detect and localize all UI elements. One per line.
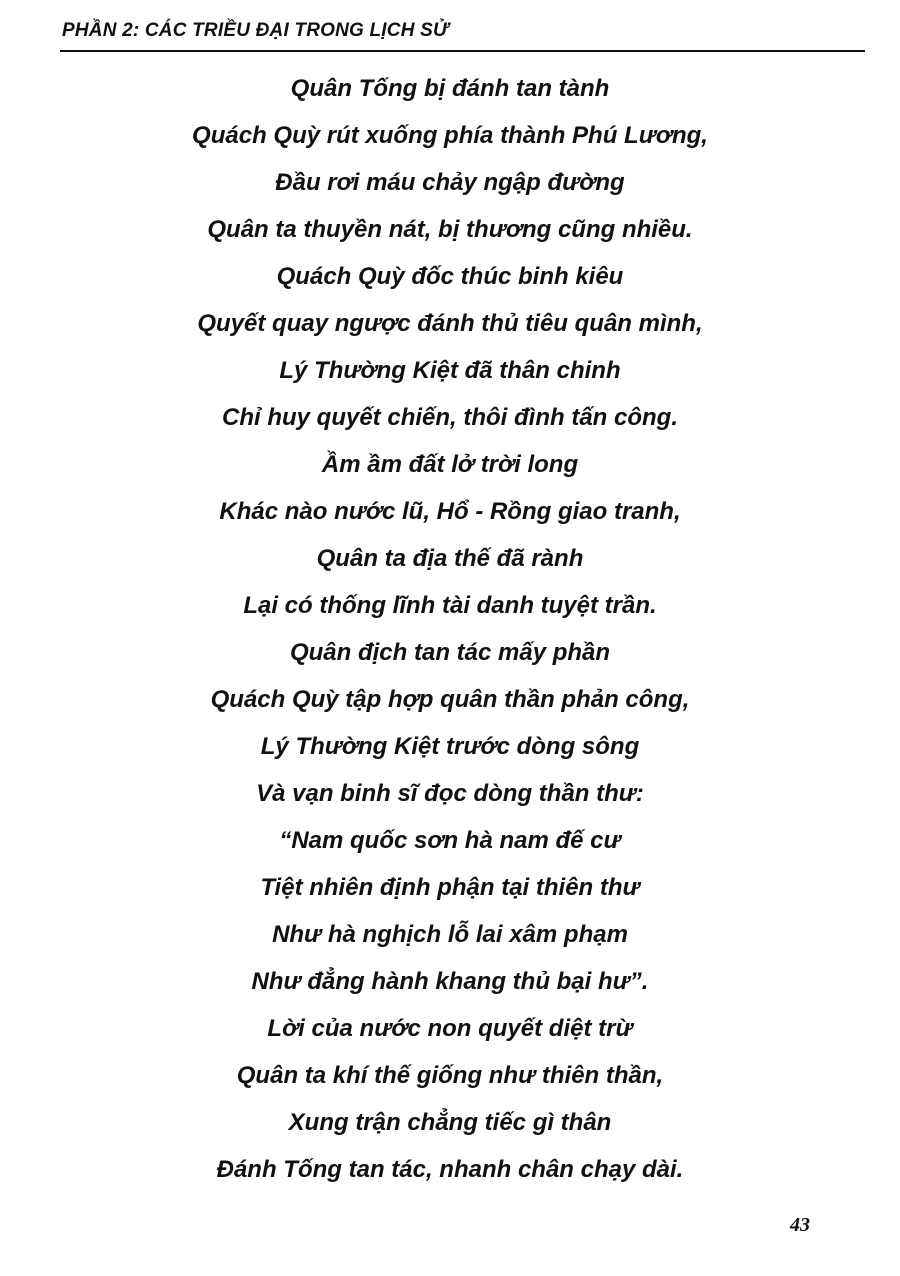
poem-line: Quân Tống bị đánh tan tành xyxy=(290,75,610,102)
header-rule xyxy=(60,50,865,52)
poem-line: Như đẳng hành khang thủ bại hư”. xyxy=(251,968,649,995)
poem-line: Lý Thường Kiệt đã thân chinh xyxy=(279,357,621,384)
poem-line: Như hà nghịch lỗ lai xâm phạm xyxy=(272,921,628,948)
poem-line: Ầm ầm đất lở trời long xyxy=(321,451,579,478)
poem-line: Quyết quay ngược đánh thủ tiêu quân mình, xyxy=(197,310,703,337)
poem-line: Tiệt nhiên định phận tại thiên thư xyxy=(260,874,640,901)
poem-line: Quách Quỳ rút xuống phía thành Phú Lương, xyxy=(192,122,708,149)
page-number: 43 xyxy=(790,1214,810,1236)
poem-line: Khác nào nước lũ, Hổ - Rồng giao tranh, xyxy=(219,498,681,525)
poem-line: Lại có thống lĩnh tài danh tuyệt trần. xyxy=(243,592,657,619)
poem-line: Xung trận chẳng tiếc gì thân xyxy=(288,1109,612,1136)
running-header: PHẦN 2: CÁC TRIỀU ĐẠI TRONG LỊCH SỬ xyxy=(62,20,449,41)
poem-line: Quách Quỳ đốc thúc binh kiêu xyxy=(276,263,624,290)
poem-line: Lời của nước non quyết diệt trừ xyxy=(267,1015,633,1042)
poem-line: Quân địch tan tác mấy phần xyxy=(289,639,611,666)
poem-line: Quân ta địa thế đã rành xyxy=(316,545,584,572)
poem-line: Đánh Tống tan tác, nhanh chân chạy dài. xyxy=(216,1156,684,1183)
poem-line: Lý Thường Kiệt trước dòng sông xyxy=(260,733,640,760)
poem-line: Chỉ huy quyết chiến, thôi đình tấn công. xyxy=(222,404,678,431)
poem-line: Và vạn binh sĩ đọc dòng thần thư: xyxy=(256,780,644,807)
poem-line: Đầu rơi máu chảy ngập đường xyxy=(275,169,625,196)
poem xyxy=(0,68,900,1196)
poem-line: Quân ta thuyền nát, bị thương cũng nhiều. xyxy=(207,216,693,243)
poem-line: Quách Quỳ tập hợp quân thần phản công, xyxy=(210,686,690,713)
poem-line: Quân ta khí thế giống như thiên thần, xyxy=(236,1062,664,1089)
poem-line: “Nam quốc sơn hà nam đế cư xyxy=(279,827,621,854)
